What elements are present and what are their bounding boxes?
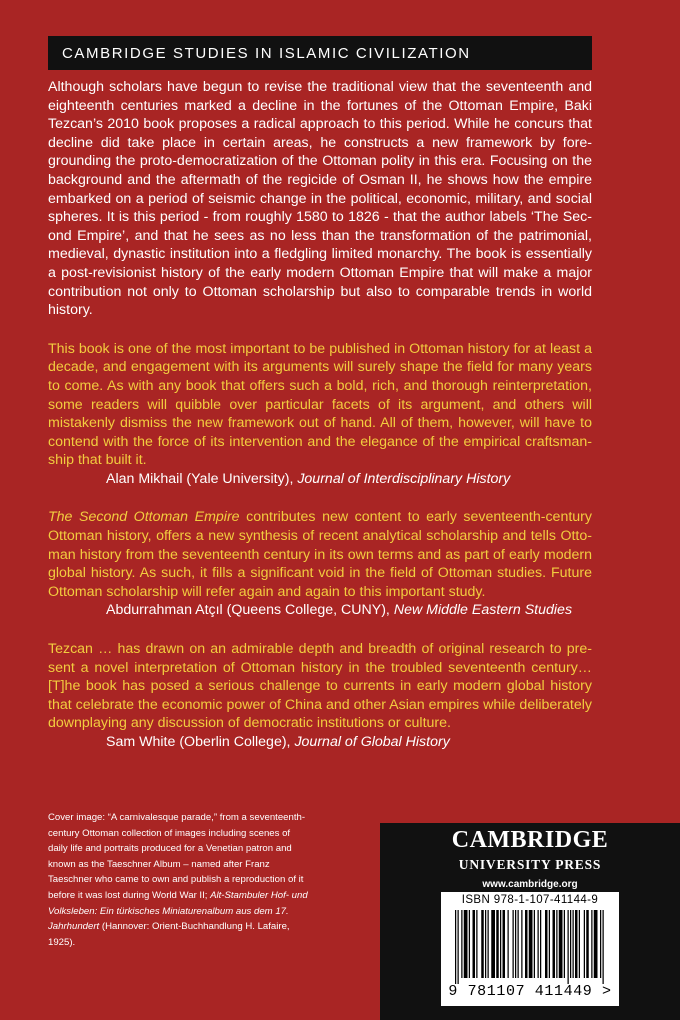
review-quote-3: Tezcan … has drawn on an admirable depth and breadth of original research to present a novel interpretation of Ottoman history in the troubled seventeenth century… [T]he book has posed a serious challenge to currents in early modern global history that celebrate the economic power of China and other Asian empires while deliberately downplaying any discussion of democratic institutions or culture. [48,641,592,732]
barcode-bar [586,910,589,978]
publisher-press: UNIVERSITY PRESS [458,857,602,872]
barcode-bar [481,910,484,978]
barcode-bar [591,910,592,978]
barcode-bar [559,910,563,978]
review-attribution-1: Alan Mikhail (Yale University), Journal of Interdisciplinary History [106,470,511,487]
barcode-bar [503,910,506,978]
barcode-bar [455,910,456,984]
barcode-bar [521,910,522,978]
barcode-bar [461,910,462,978]
review-attribution-3: Sam White (Oberlin College), Journal of Global History [106,734,450,750]
barcode-bar [525,910,528,978]
barcode-bar [556,910,557,978]
barcode-bar [534,910,535,978]
barcode-bar [584,910,585,978]
publisher-logo: CAMBRIDGE [451,827,609,853]
barcode-bar [464,910,468,978]
barcode-bar [458,910,459,984]
barcode-bar [508,910,509,978]
barcode-bar [518,910,519,978]
book-title-italic: The Second Ottoman Empire [48,509,240,526]
barcode-bar [594,910,598,978]
series-title-bar [48,36,592,70]
series-title: CAMBRIDGE STUDIES IN ISLAMIC CIVILIZATION [62,44,471,62]
barcode-bar [476,910,477,978]
barcode-bar [491,910,495,978]
barcode-bar [540,910,541,978]
barcode-bar [488,910,489,978]
barcode-bar [600,910,601,978]
publisher-url: www.cambridge.org [482,879,578,890]
barcode-bar [549,910,550,978]
barcode-bar [529,910,533,978]
barcode-bar [538,910,539,978]
barcode-panel [441,892,619,1006]
back-cover-text [48,78,592,772]
barcode-bar [545,910,548,978]
barcode-bar [485,910,486,978]
barcode-bars [445,910,615,984]
barcode-bar [500,910,501,978]
barcode-bar [513,910,514,978]
barcode-bar [515,910,516,978]
review-attribution-2: Abdurrahman Atçıl (Queens College, CUNY), New Middle Eastern Studies [106,602,573,619]
barcode-digits: 9 781107 411449 > [448,983,612,1000]
barcode-bar [573,910,574,978]
barcode-bar [603,910,604,984]
review-quote-2: The Second Ottoman Empire contributes new content to early seventeenth-century Ottoman history, offers a new synthesis of recent analytical scholarship and tells Ottoman history from the seventeenth century in its own terms and as part of early modern global history. As such, it fills a significant void in the field of Ottoman studies. Future Ottoman scholarship will refer again and again to this important study. [48,509,592,600]
barcode-bar [568,910,569,984]
book-description: Although scholars have begun to revise the traditional view that the seventeenth and eighteenth centuries marked a decline in the fortunes of the Ottoman Empire, Baki Tezcan’s 2010 book proposes a radical approach to this period. While he concurs that decline did take place in certain areas, he constructs a new framework by foregrounding the proto-democratization of the Ottoman polity in this era. Focusing on the background and the aftermath of the regicide of Osman II, he shows how the empire embarked on a period of seismic change in the political, economic, military, and social spheres. It is this period - from roughly 1580 to 1826 - that the author labels ‘The Second Empire’, and that he sees as no less than the transformation of the patrimonial, medieval, dynastic institution into a fledgling limited monarchy. The book is essentially a post-revisionist history of the early modern Ottoman Empire that will make a major contribution not only to Ottoman scholarship but also to comparable trends in world history. [48,79,592,319]
barcode-bar [564,910,565,978]
barcode-bar [553,910,556,978]
isbn-label: ISBN 978-1-107-41144-9 [461,894,599,906]
barcode-bar [579,910,580,978]
barcode-bar [473,910,476,978]
barcode-bar [570,910,571,978]
barcode-bar [575,910,578,978]
cover-image-caption: Cover image: “A carnivalesque parade,” from a seventeenth-century Ottoman collection of images including scenes of daily life and portraits produced for a Venetian patron and known as the Taeschner Album – named after Franz Taeschner who came to own and publish a reproduction of it before it was lost during World War II; Alt-Stambuler Hof- und Volksleben: Ein türkisches Miniaturenalbum aus dem 17. Jahrhundert (Hannover: Orient-Buchhandlung H. Lafaire, 1925). [48,812,308,948]
review-quote-1: This book is one of the most important to be published in Ottoman history for at least a decade, and engagement with its arguments will surely shape the field for many years to come. As with any book that offers such a bold, rich, and thorough reinterpretation, some readers will quibble over particular facets of its argument, and others will mistakenly dismiss the new framework out of hand. All of them, however, will have to contend with the force of its intervention and the elegance of the empirical craftsmanship that built it. [48,340,592,469]
barcode-bar [469,910,470,978]
barcode-bar [496,910,499,978]
